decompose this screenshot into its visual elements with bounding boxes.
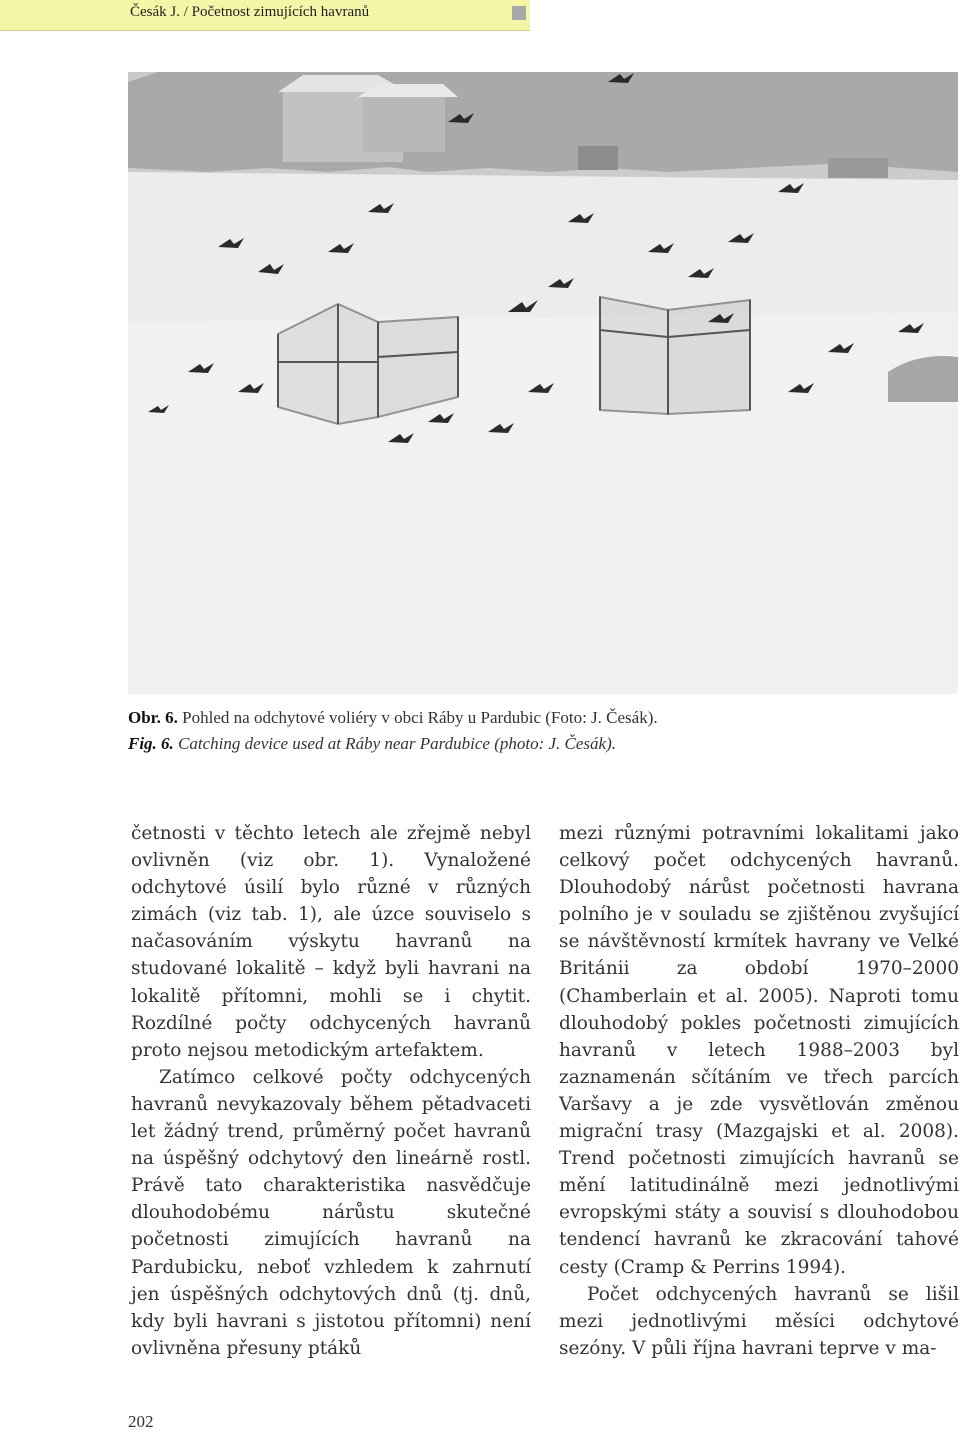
running-head-square-marker [512,6,526,20]
running-head-title: Česák J. / Početnost zimujících havranů [130,4,370,20]
caption-czech-label: Obr. 6. [128,708,178,727]
figure-photo [128,72,958,694]
left-paragraph-2: Zatímco celkové počty odchycených havranů nevykazovaly během pětadvaceti let žádný trend, průměrný počet havranů na úspěšný odchytový den lineárně rostl. Právě tato charakteristika nasvědčuje dlouhodobému nárůstu skutečné početnosti zimujících havranů na Pardubicku, neboť vzhledem k zahrnutí jen úspěšných odchytových dnů (tj. dnů, kdy byli havrani s jistotou přítomni) není ovlivněna přesuny ptáků [131,1066,531,1359]
running-head [0,0,530,31]
left-column [131,820,531,1362]
caption-english [128,731,928,757]
right-paragraph-2: Počet odchycených havranů se lišil mezi jednotlivými měsíci odchytové sezóny. V půli října havrani teprve v ma- [559,1283,959,1359]
right-column [559,820,959,1362]
caption-english-label: Fig. 6. [128,734,174,753]
caption-czech-text: Pohled na odchytové voliéry v obci Ráby u Pardubic (Foto: J. Česák). [177,708,658,727]
page-number: 202 [128,1412,154,1431]
photo-winter-field-aviaries-icon [128,72,958,694]
figure-caption [128,705,928,757]
caption-english-text: Catching device used at Ráby near Pardubice (photo: J. Česák). [173,734,617,753]
caption-czech [128,705,928,731]
right-paragraph-1: mezi různými potravními lokalitami jako celkový počet odchycených havranů. Dlouhodobý nárůst početnosti havrana polního je v souladu se zjištěnou zvyšující se návštěvností krmítek havrany ve Velké Británii za období 1970–2000 (Chamberlain et al. 2005). Naproti tomu dlouhodobý pokles početnosti zimujících havranů v letech 1988–2003 byl zaznamenán sčítáním ve třech parcích Varšavy a je zde vysvětlován změnou migrační trasy (Mazgajski et al. 2008). Trend početnosti zimujících havranů se mění latitudinálně mezi jednotlivými evropskými státy a souvisí s dlouhodobou tendencí havranů ke zkracování tahové cesty (Cramp & Perrins 1994). [559,823,959,1278]
left-paragraph-1: četnosti v těchto letech ale zřejmě nebyl ovlivněn (viz obr. 1). Vynaložené odchytové úsilí bylo různé v různých zimách (viz tab. 1), ale úzce souviselo s načasováním výskytu havranů na studované lokalitě – když byli havrani na lokalitě přítomni, mohli se i chytit. Rozdílné počty odchycených havranů proto nejsou metodickým artefaktem. [131,823,531,1061]
